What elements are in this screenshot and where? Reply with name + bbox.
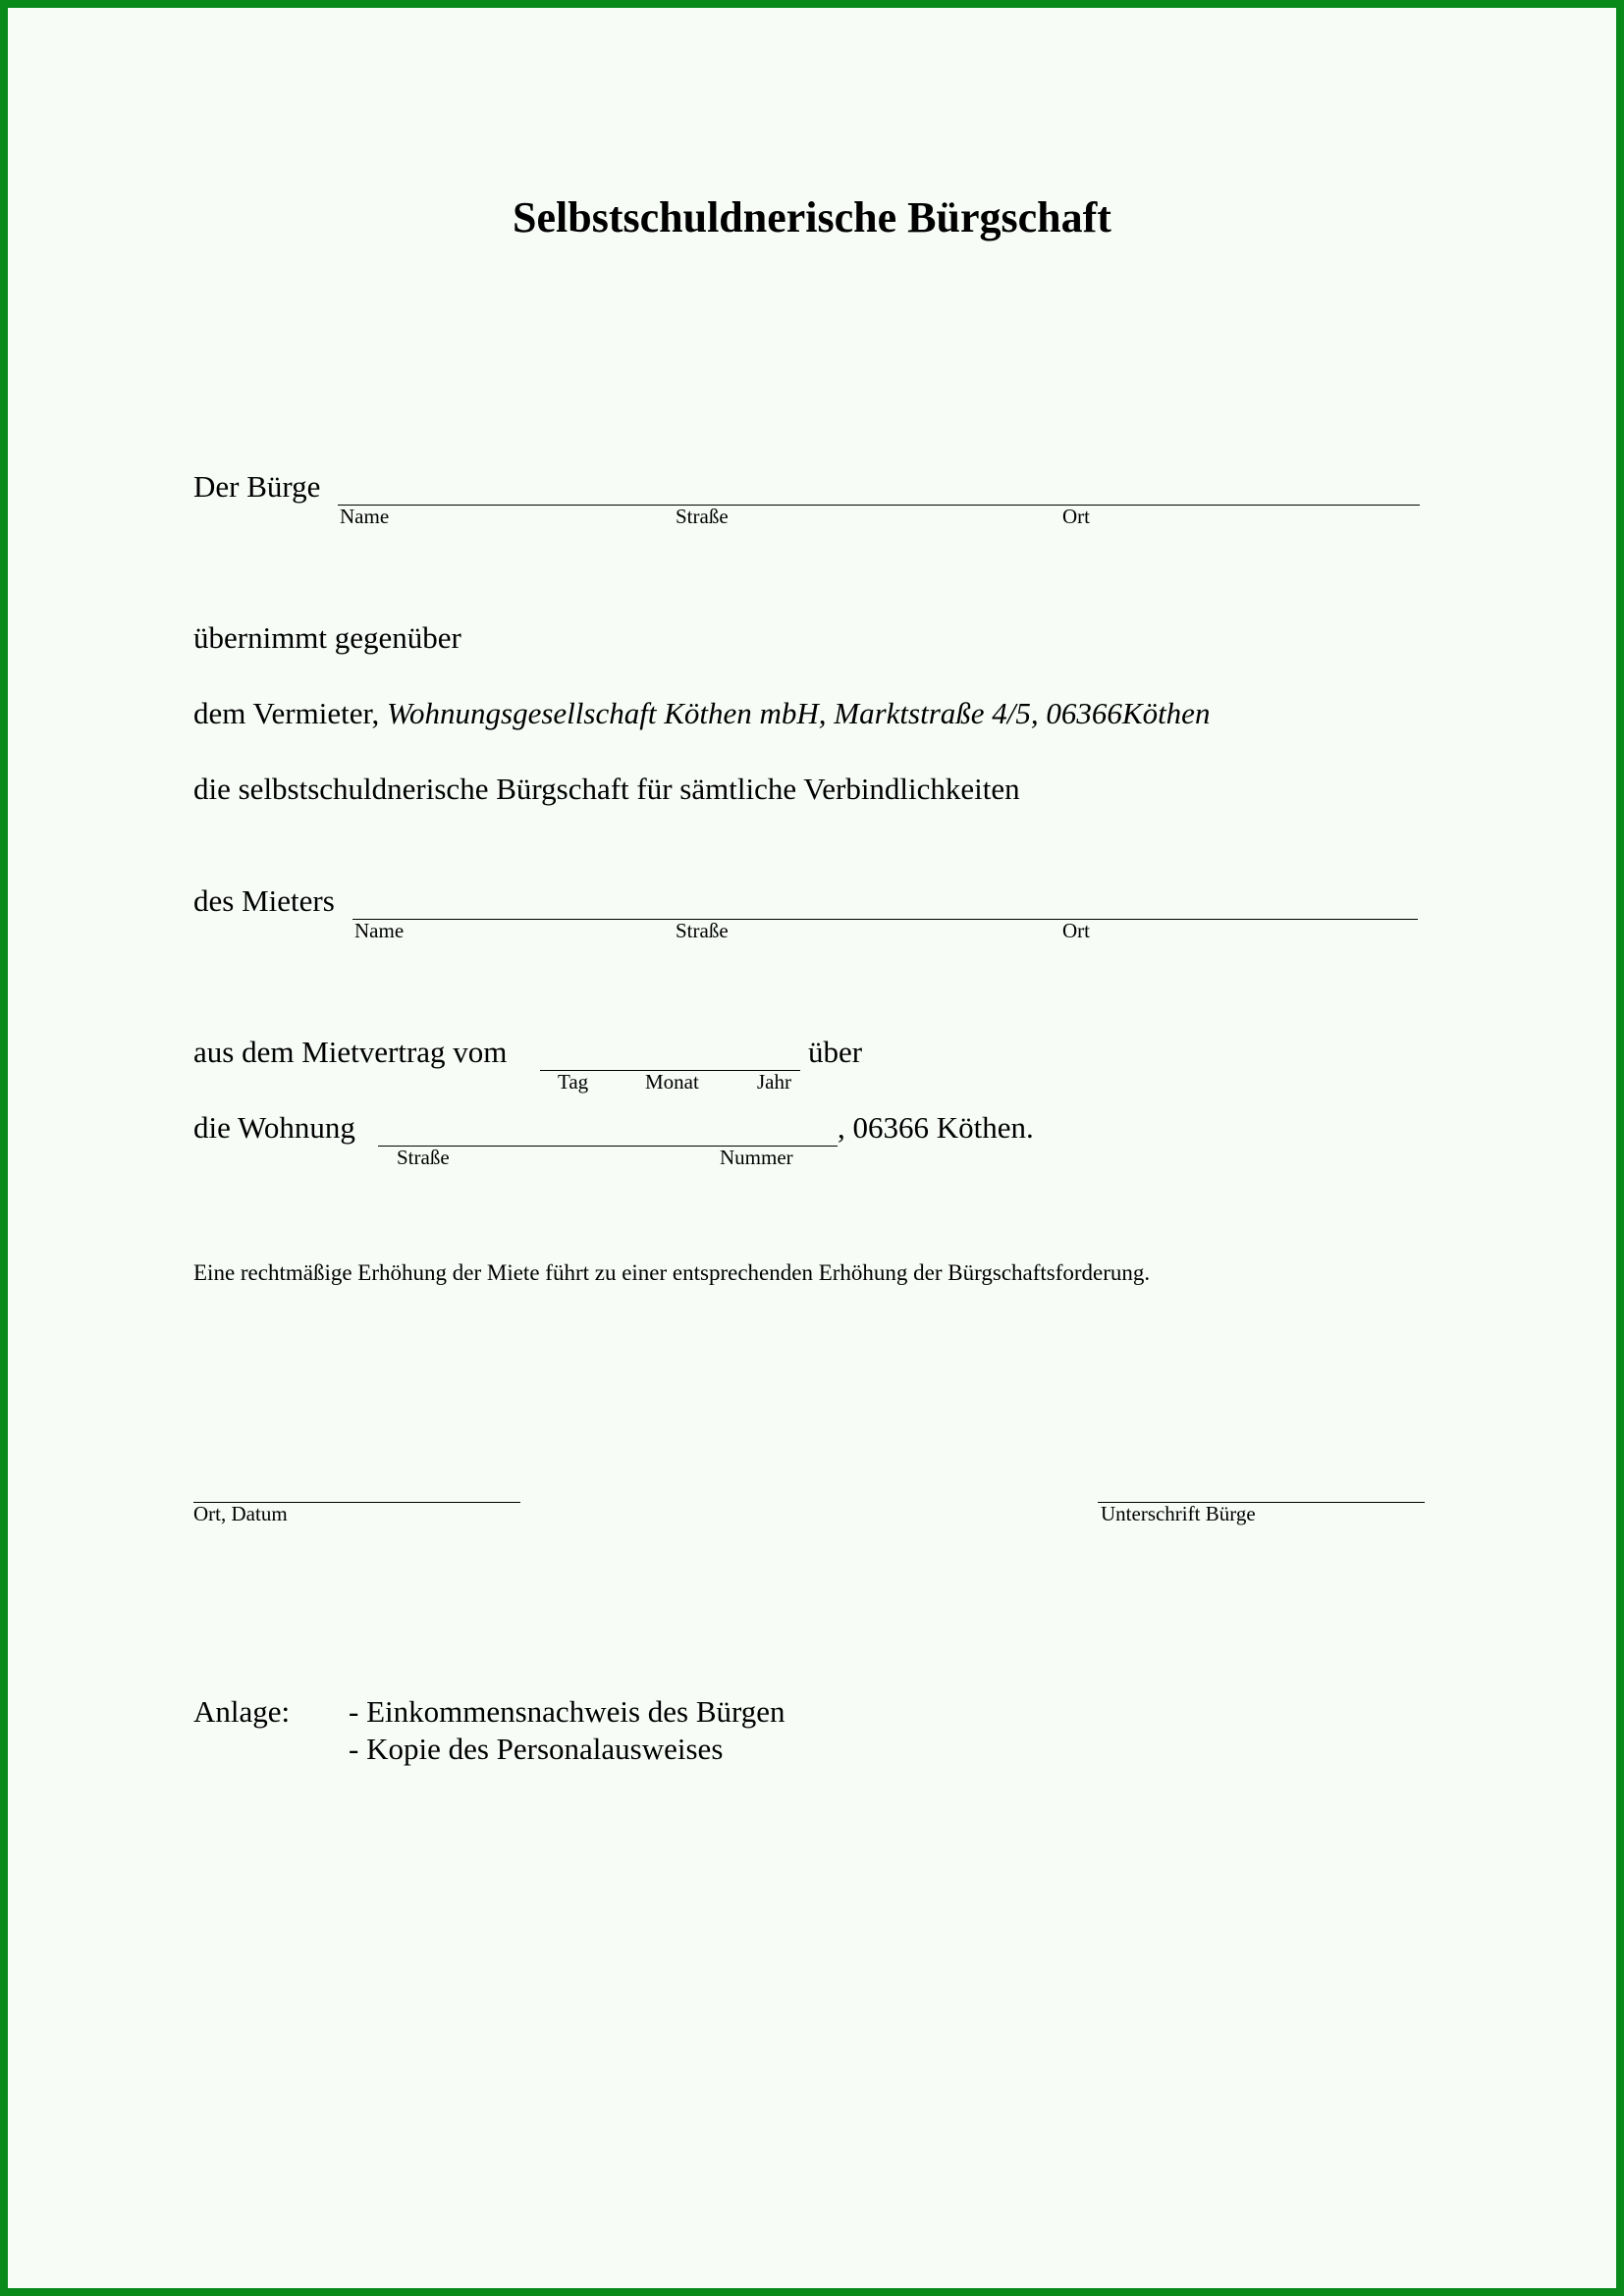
mietvertrag-hint-monat: Monat [645,1070,699,1094]
ort-datum-label: Ort, Datum [193,1502,288,1525]
clause-text: Eine rechtmäßige Erhöhung der Miete führt zu einer entsprechenden Erhöhung der Bürgschaftsforderung. [193,1260,1151,1285]
wohnung-suffix: , 06366 Köthen. [838,1110,1034,1145]
vermieter-label: dem Vermieter, [193,696,380,730]
wohnung-label: die Wohnung [193,1110,355,1145]
wohnung-hint-strasse: Straße [397,1146,450,1169]
anlage-item-1: - Einkommensnachweis des Bürgen [349,1694,785,1729]
buerge-hint-name: Name [340,505,390,528]
buerge-hint-strasse: Straße [676,505,729,528]
anlage-label: Anlage: [193,1694,291,1729]
wohnung-hint-nummer: Nummer [720,1146,793,1169]
intro-line-3: die selbstschuldnerische Bürgschaft für sämtliche Verbindlichkeiten [193,772,1020,806]
anlage-item-2: - Kopie des Personalausweises [349,1732,724,1766]
mietvertrag-label: aus dem Mietvertrag vom [193,1035,508,1069]
mieter-label: des Mieters [193,883,335,918]
mieter-hint-ort: Ort [1062,919,1090,942]
mieter-input-line[interactable] [352,919,1418,920]
signature-label: Unterschrift Bürge [1101,1502,1256,1525]
vermieter-line [193,696,1210,731]
mieter-hint-name: Name [354,919,405,942]
vermieter-value: Wohnungsgesellschaft Köthen mbH, Marktstraße 4/5, 06366Köthen [387,696,1211,730]
mieter-hint-strasse: Straße [676,919,729,942]
mietvertrag-suffix: über [808,1035,863,1069]
mietvertrag-hint-tag: Tag [558,1070,589,1094]
document-title: Selbstschuldnerische Bürgschaft [513,193,1111,241]
buerge-label: Der Bürge [193,469,321,504]
mietvertrag-hint-jahr: Jahr [757,1070,791,1094]
buerge-input-line[interactable] [338,505,1420,506]
buerge-hint-ort: Ort [1062,505,1090,528]
intro-line-1: übernimmt gegenüber [193,620,461,655]
